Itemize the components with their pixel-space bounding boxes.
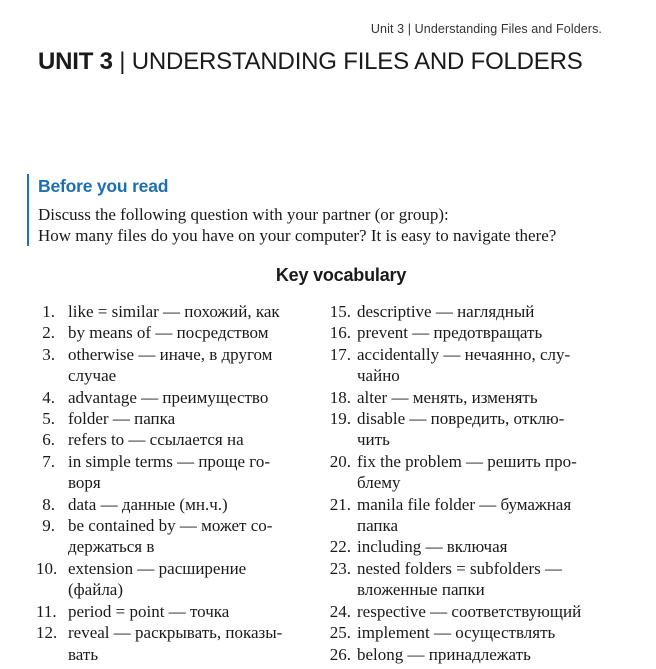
vocabulary-item-number: 18.: [329, 387, 351, 407]
vocabulary-item-line: держаться в: [68, 537, 155, 557]
vocabulary-item-text: [357, 387, 624, 408]
vocabulary-item: [36, 301, 316, 322]
vocabulary-item: [324, 344, 624, 387]
vocabulary-item-number: 11.: [36, 601, 57, 621]
vocabulary-item: [324, 644, 624, 665]
vocabulary-item-line: fix the problem — решить про-: [357, 451, 577, 471]
vocabulary-item-line: be contained by — может со-: [68, 516, 273, 536]
vocabulary-item-line: implement — осуществлять: [357, 623, 556, 643]
vocabulary-item-number: 23.: [329, 558, 351, 578]
vocabulary-item: [36, 344, 316, 387]
unit-title: [38, 48, 583, 76]
vocabulary-item-text: [357, 558, 624, 601]
vocabulary-item-line: by means of — посредством: [68, 323, 269, 343]
vocabulary-item-line: reveal — раскрывать, показы-: [68, 623, 283, 643]
unit-number: UNIT 3: [38, 48, 113, 75]
vocabulary-item-line: папка: [357, 516, 399, 536]
vocabulary-item-text: [68, 387, 316, 408]
vocabulary-item: [36, 322, 316, 343]
before-you-read-text: [38, 204, 627, 246]
vocabulary-item-text: [68, 301, 316, 322]
vocabulary-item-line: disable — повредить, отклю-: [357, 409, 565, 429]
vocabulary-item-number: 8.: [42, 494, 55, 514]
vocabulary-item: [324, 387, 624, 408]
vocabulary-item: [324, 622, 624, 643]
vocabulary-item-number: 21.: [329, 494, 351, 514]
vocabulary-item-line: period = point — точка: [68, 601, 230, 621]
vocabulary-item-line: data — данные (мн.ч.): [68, 494, 228, 514]
vocabulary-item-line: чить: [357, 430, 390, 450]
vocabulary-item-text: [68, 601, 316, 622]
vocabulary-item-text: [357, 301, 624, 322]
before-you-read-heading: Before you read: [38, 176, 169, 196]
vocabulary-item-line: including — включая: [357, 537, 508, 557]
vocabulary-item-line: случае: [68, 366, 117, 386]
vocabulary-item-number: 10.: [36, 558, 58, 578]
vocabulary-item-line: like = similar — похожий, как: [68, 302, 280, 321]
vocabulary-item-number: 12.: [36, 623, 58, 643]
vocabulary-item-number: 15.: [329, 302, 351, 321]
vocabulary-item-text: [68, 344, 316, 387]
vocabulary-item-line: воря: [68, 473, 101, 493]
vocabulary-item: [324, 536, 624, 557]
vocabulary-item-text: [68, 429, 316, 450]
vocabulary-item-number: 17.: [329, 344, 351, 364]
vocabulary-item-text: [357, 622, 624, 643]
vocabulary-item-text: [357, 322, 624, 343]
vocabulary-item: [36, 515, 316, 558]
vocabulary-item-text: [68, 558, 316, 601]
vocabulary-item: [36, 601, 316, 622]
vocabulary-item-text: [357, 644, 624, 665]
vocabulary-item-text: [357, 494, 624, 537]
vocabulary-item-number: 22.: [329, 537, 351, 557]
vocabulary-item-text: [357, 408, 624, 451]
vocabulary-item: [36, 494, 316, 515]
running-head: Unit 3 | Understanding Files and Folders.: [370, 22, 602, 36]
vocabulary-item: [36, 408, 316, 429]
vocabulary-item-line: in simple terms — проще го-: [68, 451, 271, 471]
vocabulary-item: [36, 451, 316, 494]
vocabulary-item: [324, 301, 624, 322]
key-vocabulary-heading: Key vocabulary: [275, 265, 407, 285]
vocabulary-item-number: 7.: [42, 451, 55, 471]
vocabulary-item-line: accidentally — нечаянно, слу-: [357, 344, 571, 364]
vocabulary-item-text: [68, 494, 316, 515]
vocabulary-item: [324, 322, 624, 343]
vocabulary-item-line: nested folders = subfolders —: [357, 558, 563, 578]
vocabulary-item-text: [68, 408, 316, 429]
vocabulary-item-line: чайно: [357, 366, 400, 386]
vocabulary-item-line: manila file folder — бумажная: [357, 494, 572, 514]
vocabulary-item-number: 16.: [329, 323, 351, 343]
before-you-read-section: [27, 174, 627, 246]
vocabulary-item-text: [357, 451, 624, 494]
vocabulary-item-text: [357, 601, 624, 622]
vocabulary-item-text: [68, 322, 316, 343]
vocabulary-item-text: [68, 451, 316, 494]
vocabulary-item-line: (файла): [68, 580, 124, 600]
vocabulary-item-line: alter — менять, изменять: [357, 387, 538, 407]
vocabulary-item-line: блему: [357, 473, 401, 493]
vocabulary-item-number: 19.: [329, 409, 351, 429]
vocabulary-item-line: refers to — ссылается на: [68, 430, 244, 450]
vocabulary-item-line: respective — соответствующий: [357, 601, 582, 621]
vocabulary-item-number: 26.: [329, 644, 351, 664]
vocabulary-item-line: advantage — преимущество: [68, 387, 269, 407]
vocabulary-item-number: 25.: [329, 623, 351, 643]
vocabulary-item: [36, 429, 316, 450]
vocabulary-item: [324, 451, 624, 494]
vocabulary-item-text: [357, 536, 624, 557]
vocabulary-item: [324, 408, 624, 451]
vocabulary-item: [324, 494, 624, 537]
vocabulary-item: [36, 558, 316, 601]
vocabulary-item: [324, 558, 624, 601]
vocabulary-item: [36, 622, 316, 665]
vocabulary-item-number: 24.: [329, 601, 351, 621]
vocabulary-left-column: [36, 301, 316, 665]
vocabulary-item-number: 20.: [329, 451, 351, 471]
vocabulary-item-line: descriptive — наглядный: [357, 302, 535, 321]
vocabulary-item-text: [68, 515, 316, 558]
vocabulary-item-line: otherwise — иначе, в другом: [68, 344, 273, 364]
vocabulary-right-column: [324, 301, 624, 665]
vocabulary-item-number: 3.: [42, 344, 55, 364]
before-you-read-line-2: How many files do you have on your computer? It is easy to navigate there?: [38, 226, 557, 245]
vocabulary-item-text: [357, 344, 624, 387]
unit-separator: |: [119, 48, 126, 75]
vocabulary-item: [36, 387, 316, 408]
vocabulary-item-line: prevent — предотвращать: [357, 323, 543, 343]
vocabulary-item: [324, 601, 624, 622]
vocabulary-item-number: 1.: [42, 302, 55, 321]
vocabulary-item-number: 4.: [42, 387, 55, 407]
vocabulary-item-line: вложенные папки: [357, 580, 485, 600]
before-you-read-line-1: Discuss the following question with your partner (or group):: [38, 205, 449, 224]
vocabulary-item-line: belong — принадлежать: [357, 644, 531, 664]
vocabulary-item-line: folder — папка: [68, 409, 176, 429]
vocabulary-item-number: 5.: [42, 409, 55, 429]
vocabulary-item-line: extension — расширение: [68, 558, 247, 578]
vocabulary-item-line: вать: [68, 644, 99, 664]
vocabulary-item-number: 9.: [42, 516, 55, 536]
vocabulary-item-number: 2.: [42, 323, 55, 343]
vocabulary-item-number: 6.: [42, 430, 55, 450]
vocabulary-item-text: [68, 622, 316, 665]
unit-name: UNDERSTANDING FILES AND FOLDERS: [131, 48, 583, 75]
